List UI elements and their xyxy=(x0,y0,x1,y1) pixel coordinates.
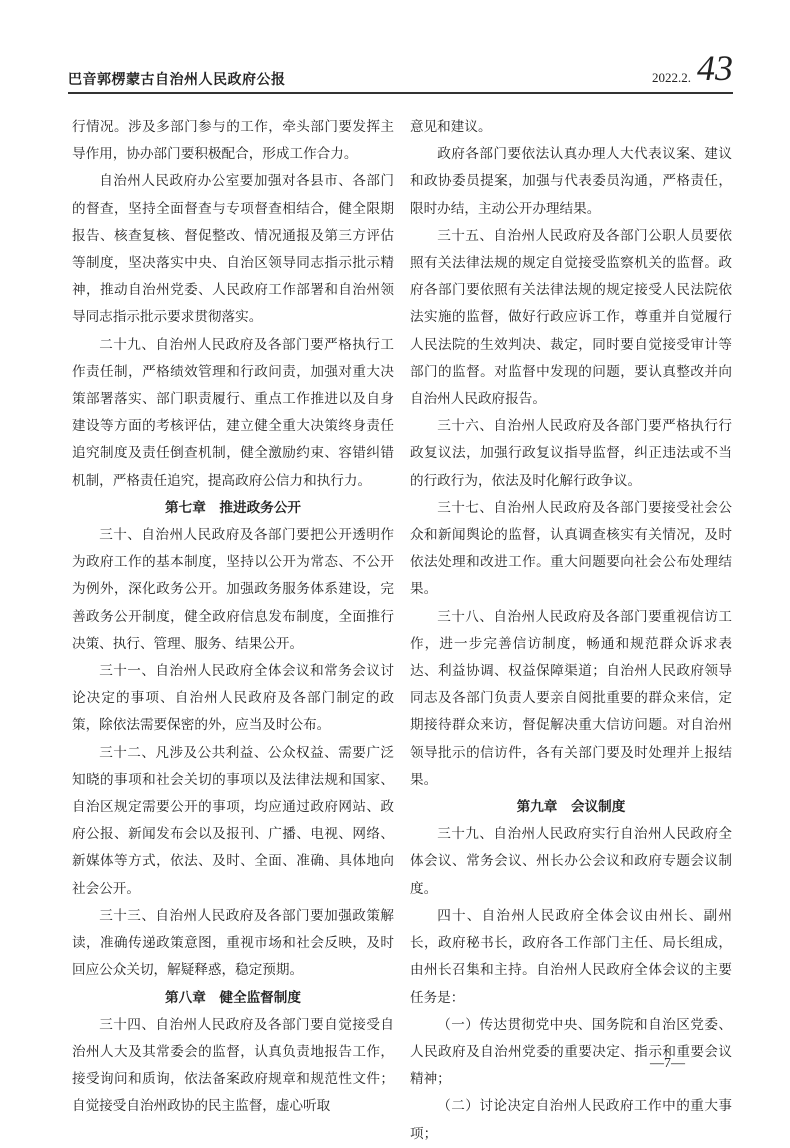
article-paragraph: 三十、自治州人民政府及各部门要把公开透明作为政府工作的基本制度，坚持以公开为常态、不公开为例外，深化政务公开。加强政务服务体系建设，完善政务公开制度，健全政府信息发布制度，全面推行决策、执行、管理、服务、结果公开。 xyxy=(72,527,394,652)
article-paragraph: 意见和建议。 xyxy=(410,119,492,135)
article-paragraph: 三十二、凡涉及公共利益、公众权益、需要广泛知晓的事项和社会关切的事项以及法律法规和国家、自治区规定需要公开的事项，均应通过政府网站、政府公报、新闻发布会以及报刊、广播、电视、网络、新媒体等方式，依法、及时、全面、准确、具体地向社会公开。 xyxy=(72,744,394,897)
publication-title: 巴音郭楞蒙古自治州人民政府公报 xyxy=(68,72,286,88)
article-paragraph: 三十三、自治州人民政府及各部门要加强政策解读，准确传递政策意图，重视市场和社会反映，及时回应公众关切，解疑释惑，稳定预期。 xyxy=(72,907,394,979)
page-number: —7— xyxy=(650,1056,685,1071)
article-paragraph: 三十六、自治州人民政府及各部门要严格执行行政复议法，加强行政复议指导监督，纠正违法或不当的行政行为，依法及时化解行政争议。 xyxy=(410,418,732,489)
issue-number: 43 xyxy=(697,48,733,88)
chapter-heading: 第九章 会议制度 xyxy=(516,799,626,816)
article-paragraph: 三十四、自治州人民政府及各部门要自觉接受自治州人大及其常委会的监督，认真负责地报告工作，接受询问和质询，依法备案政府规章和规范性文件；自觉接受自治州政协的民主监督，虚心听取 xyxy=(72,1016,394,1115)
article-paragraph: 政府各部门要依法认真办理人大代表议案、建议和政协委员提案，加强与代表委员沟通，严格责任，限时办结，主动公开办理结果。 xyxy=(410,146,732,217)
article-paragraph: （一）传达贯彻党中央、国务院和自治区党委、人民政府及自治州党委的重要决定、指示和重要会议精神； xyxy=(410,1016,732,1088)
article-paragraph: （二）讨论决定自治州人民政府工作中的重大事项； xyxy=(410,1098,732,1142)
article-paragraph: 三十九、自治州人民政府实行自治州人民政府全体会议、常务会议、州长办公会议和政府专题会议制度。 xyxy=(410,826,732,897)
article-paragraph: 自治州人民政府办公室要加强对各县市、各部门的督查，坚持全面督查与专项督查相结合，健全限期报告、核查复核、督促整改、情况通报及第三方评估等制度，坚决落实中央、自治区领导同志指示批示精神，推动自治州党委、人民政府工作部署和自治州领导同志指示批示要求贯彻落实。 xyxy=(72,173,394,326)
article-paragraph: 行情况。涉及多部门参与的工作，牵头部门要发挥主导作用，协办部门要积极配合，形成工作合力。 xyxy=(72,119,394,163)
chapter-heading: 第七章 推进政务公开 xyxy=(165,499,301,516)
article-paragraph: 三十八、自治州人民政府及各部门要重视信访工作，进一步完善信访制度，畅通和规范群众诉求表达、利益协调、权益保障渠道；自治州人民政府领导同志及各部门负责人要亲自阅批重要的群众来信，定期接待群众来访，督促解决重大信访问题。对自治州领导批示的信访件，各有关部门要及时处理并上报结果。 xyxy=(410,608,732,788)
article-paragraph: 二十九、自治州人民政府及各部门要严格执行工作责任制，严格绩效管理和行政问责，加强对重大决策部署落实、部门职责履行、重点工作推进以及自身建设等方面的考核评估，建立健全重大决策终身责任追究制度及责任倒查机制，健全激励约束、容错纠错机制，严格责任追究，提高政府公信力和执行力。 xyxy=(72,336,394,489)
article-paragraph: 三十七、自治州人民政府及各部门要接受社会公众和新闻舆论的监督，认真调查核实有关情况，及时依法处理和改进工作。重大问题要向社会公布处理结果。 xyxy=(410,499,732,598)
chapter-heading: 第八章 健全监督制度 xyxy=(165,989,301,1006)
header-rule xyxy=(68,92,733,94)
article-paragraph: 三十一、自治州人民政府全体会议和常务会议讨论决定的事项、自治州人民政府及各部门制定的政策，除依法需要保密的外，应当及时公布。 xyxy=(72,663,394,734)
issue-date: 2022.2. xyxy=(652,70,691,85)
left-column xyxy=(72,114,394,1121)
right-column xyxy=(410,114,732,1148)
article-paragraph: 三十五、自治州人民政府及各部门公职人员要依照有关法律法规的规定自觉接受监察机关的监督。政府各部门要依照有关法律法规的规定接受人民法院依法实施的监督，做好行政应诉工作，尊重并自觉履行人民法院的生效判决、裁定，同时要自觉接受审计等部门的监督。对监督中发现的问题，要认真整改并向自治州人民政府报告。 xyxy=(410,227,732,408)
article-paragraph: 四十、自治州人民政府全体会议由州长、副州长，政府秘书长，政府各工作部门主任、局长组成，由州长召集和主持。自治州人民政府全体会议的主要任务是： xyxy=(410,907,732,1006)
page-header xyxy=(68,48,733,92)
